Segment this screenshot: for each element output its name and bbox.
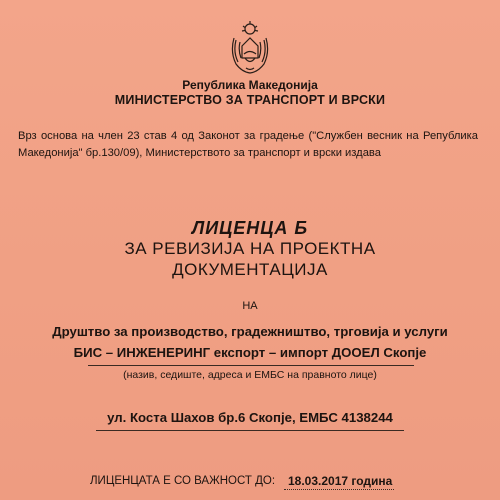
license-title: ЛИЦЕНЦА Б [191, 218, 309, 238]
legal-preamble: Врз основа на член 23 став 4 од Законот за градење ("Службен весник на Република Македонија" бр.130/09), Министерството за транспорт и врски издава [18, 130, 478, 159]
issuer-ministry: МИНИСТЕРСТВО ЗА ТРАНСПОРТ И ВРСКИ [114, 93, 386, 107]
issued-to-label: НА [242, 300, 258, 312]
coat-of-arms-emblem-icon [226, 18, 274, 76]
validity-label: ЛИЦЕНЦАТА Е СО ВАЖНОСТ ДО: [90, 475, 276, 487]
validity-date: 18.03.2017 година [288, 474, 393, 488]
validity-row [90, 475, 410, 493]
license-subtitle-line1: ЗА РЕВИЗИЈА НА ПРОЕКТНА [124, 239, 376, 258]
issuer-country: Република Македонија [182, 78, 318, 92]
holder-name: БИС – ИНЖЕНЕРИНГ експорт – импорт ДООЕЛ Скопје [73, 345, 427, 360]
holder-address: ул. Коста Шахов бр.6 Скопје, ЕМБС 4138244 [107, 410, 393, 425]
holder-caption: (назив, седиште, адреса и ЕМБС на правното лице) [123, 369, 377, 381]
license-subtitle-line2: ДОКУМЕНТАЦИЈА [172, 260, 328, 279]
address-underline [96, 430, 404, 431]
holder-description: Друштво за производство, градежништво, трговија и услуги [52, 324, 448, 339]
holder-underline [88, 365, 414, 366]
validity-dotted-line [284, 489, 394, 490]
